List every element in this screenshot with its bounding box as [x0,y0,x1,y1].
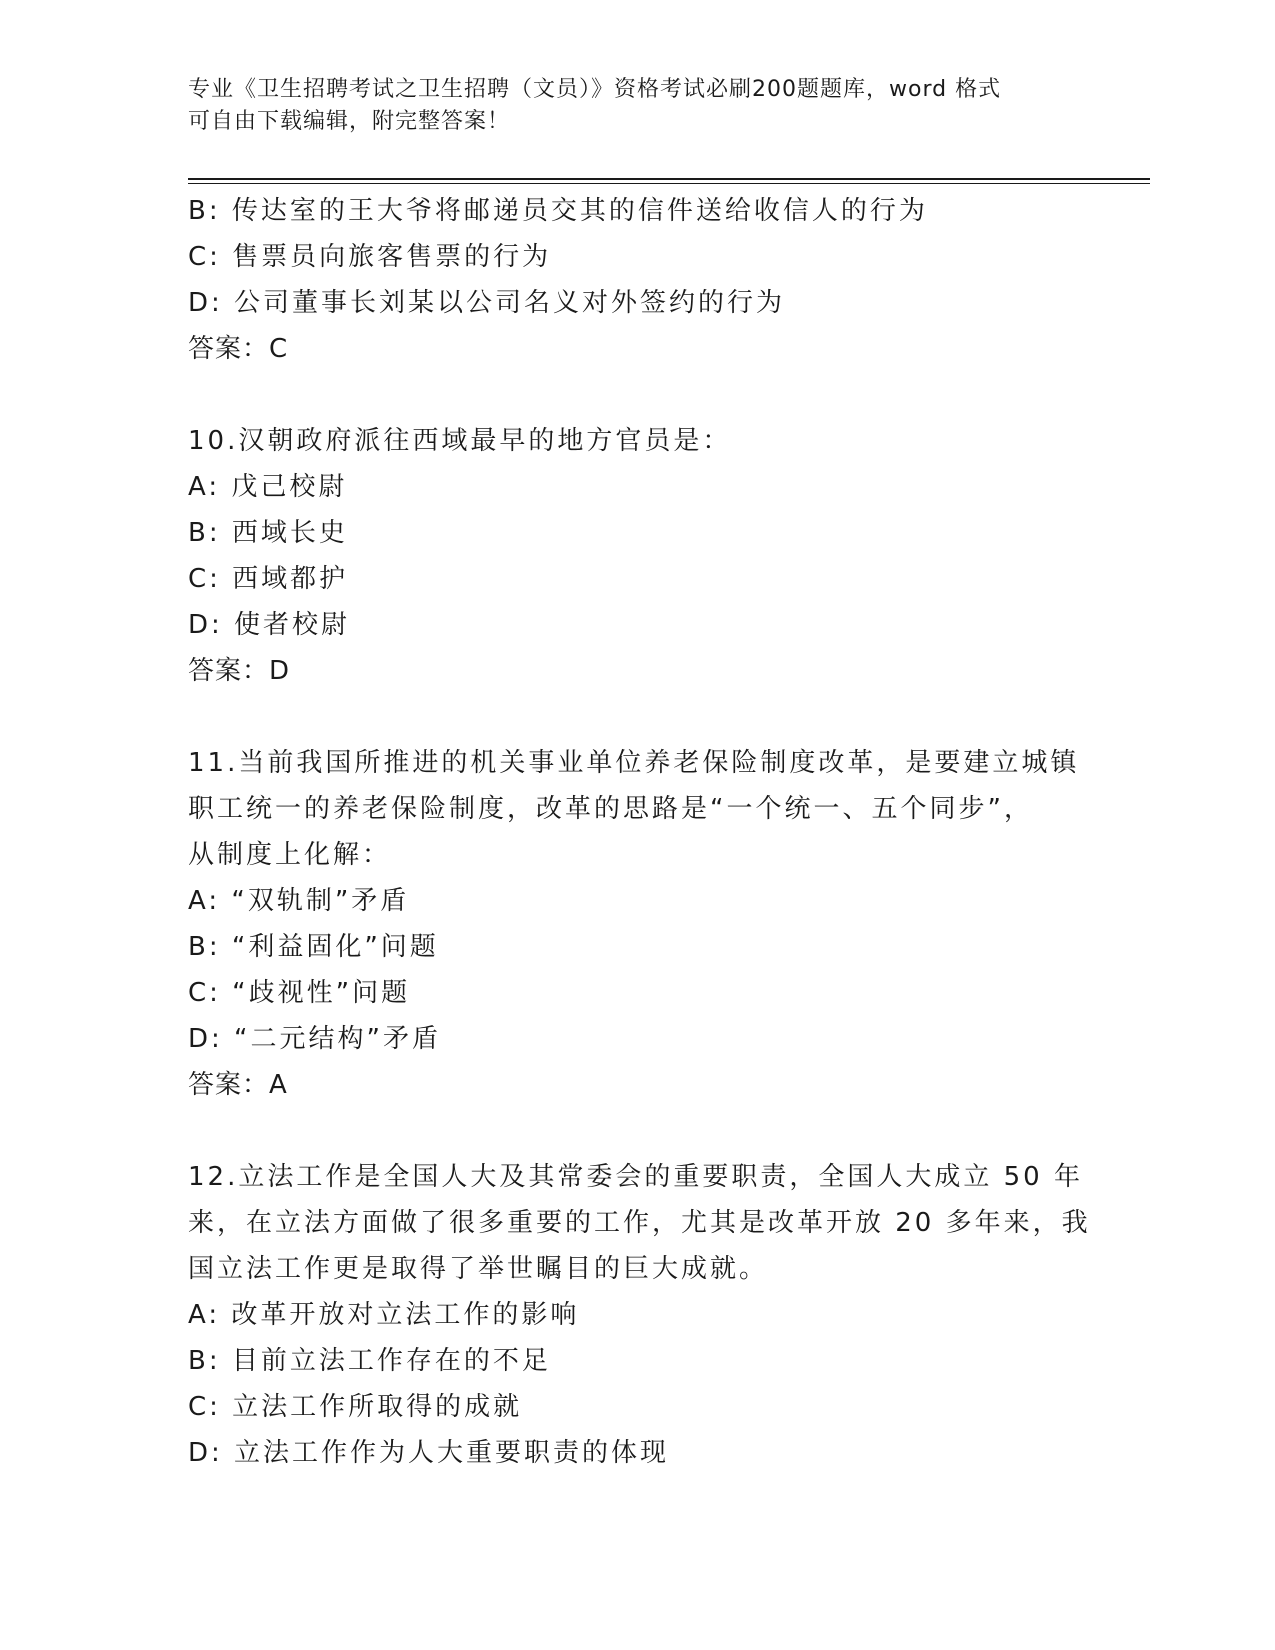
header-rule-thick [188,178,1150,180]
header-rule-thin [188,183,1150,184]
option-a: A: 改革开放对立法工作的影响 [188,1300,580,1330]
spacer [188,694,1088,740]
question-stem: 10.汉朝政府派往西域最早的地方官员是： [188,426,732,456]
question-stem-line: 来，在立法方面做了很多重要的工作，尤其是改革开放 20 多年来，我 [188,1208,1091,1238]
option-c: C: 西域都护 [188,564,349,594]
header-line-1: 专业《卫生招聘考试之卫生招聘（文员）》资格考试必刷200题题库，word 格式 [188,77,1002,102]
question-11 [188,740,1088,1108]
question-stem-line: 从制度上化解： [188,840,392,870]
option-d: D: 使者校尉 [188,610,351,640]
spacer [188,1108,1088,1154]
question-list [188,188,1091,1476]
header-line-2: 可自由下载编辑，附完整答案！ [188,109,511,134]
option-a: A: 戊己校尉 [188,472,348,502]
answer: 答案：C [188,334,289,364]
answer: 答案：D [188,656,291,686]
question-12 [188,1154,1091,1476]
option-b: B: 传达室的王大爷将邮递员交其的信件送给收信人的行为 [188,196,928,226]
option-c: C: 售票员向旅客售票的行为 [188,242,552,272]
answer: 答案：A [188,1070,288,1100]
question-stem-line: 11.当前我国所推进的机关事业单位养老保险制度改革，是要建立城镇 [188,748,1080,778]
question-9 [188,188,1088,372]
option-d: D: “二元结构”矛盾 [188,1024,441,1054]
question-stem-line: 12.立法工作是全国人大及其常委会的重要职责，全国人大成立 50 年 [188,1162,1083,1192]
spacer [188,372,1088,418]
question-stem-line: 国立法工作更是取得了举世瞩目的巨大成就。 [188,1254,769,1284]
option-a: A: “双轨制”矛盾 [188,886,410,916]
option-b: B: 西域长史 [188,518,348,548]
document-header [188,74,1088,138]
option-d: D: 公司董事长刘某以公司名义对外签约的行为 [188,288,786,318]
option-b: B: 目前立法工作存在的不足 [188,1346,551,1376]
option-c: C: “歧视性”问题 [188,978,411,1008]
question-10 [188,418,1088,694]
option-b: B: “利益固化”问题 [188,932,439,962]
option-c: C: 立法工作所取得的成就 [188,1392,523,1422]
question-stem-line: 职工统一的养老保险制度，改革的思路是“一个统一、五个同步”， [188,794,1033,824]
option-d: D: 立法工作作为人大重要职责的体现 [188,1438,670,1468]
